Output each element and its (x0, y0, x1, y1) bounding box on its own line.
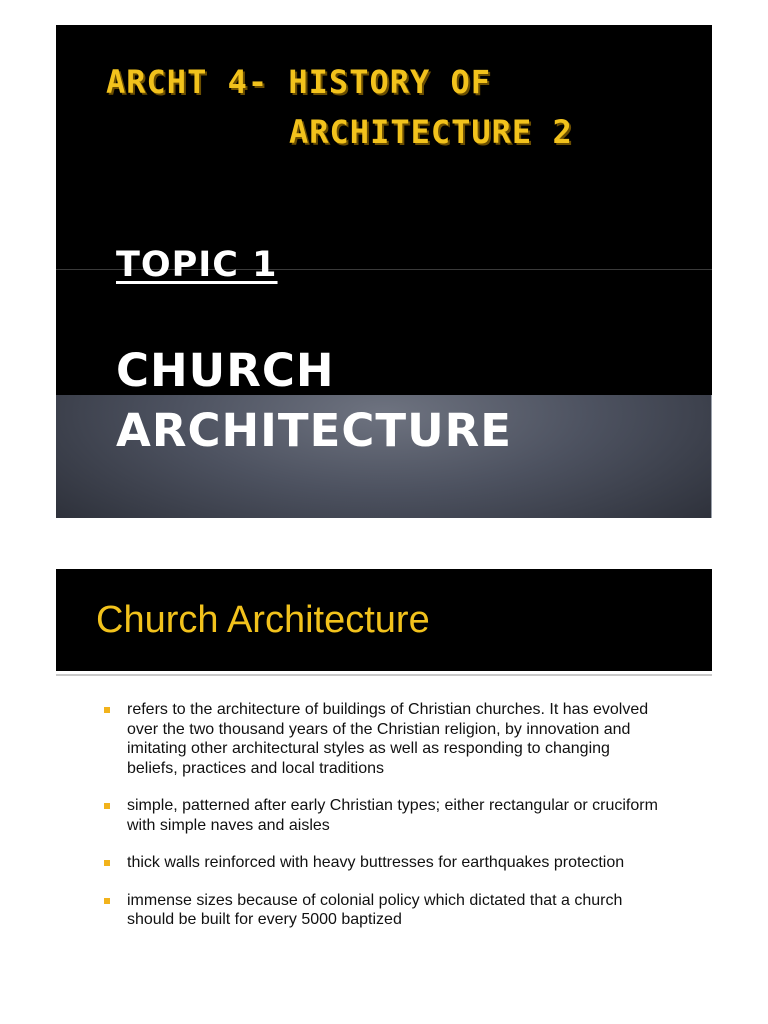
topic-heading (116, 341, 512, 461)
list-item (104, 796, 664, 835)
list-item (104, 853, 664, 873)
course-title-line1: ARCHT 4- HISTORY OF (106, 63, 492, 101)
title-slide (56, 25, 712, 518)
topic-label: TOPIC 1 (116, 245, 278, 285)
band-edge-line (711, 395, 712, 518)
course-title-line2: ARCHITECTURE 2 (289, 113, 573, 151)
topic-heading-line2: ARCHITECTURE (116, 404, 512, 457)
content-slide-title: Church Architecture (96, 599, 430, 641)
header-underline (56, 674, 712, 676)
content-slide-header (56, 569, 712, 671)
bullet-text: simple, patterned after early Christian types; either rectangular or cruciform with simple naves and aisles (127, 797, 658, 834)
square-bullet-icon (104, 898, 110, 904)
bullet-text: thick walls reinforced with heavy buttresses for earthquakes protection (127, 854, 625, 871)
bullet-text: immense sizes because of colonial policy which dictated that a church should be built for every 5000 baptized (127, 891, 623, 928)
square-bullet-icon (104, 803, 110, 809)
topic-heading-line1: CHURCH (116, 344, 335, 397)
bullet-text: refers to the architecture of buildings of Christian churches. It has evolved over the two thousand years of the Christian religion, by innovation and imitating other architectural styles as well as responding to changing beliefs, practices and local traditions (127, 701, 649, 777)
square-bullet-icon (104, 707, 110, 713)
list-item (104, 700, 664, 778)
bullet-list (104, 700, 664, 948)
square-bullet-icon (104, 860, 110, 866)
list-item (104, 891, 664, 930)
